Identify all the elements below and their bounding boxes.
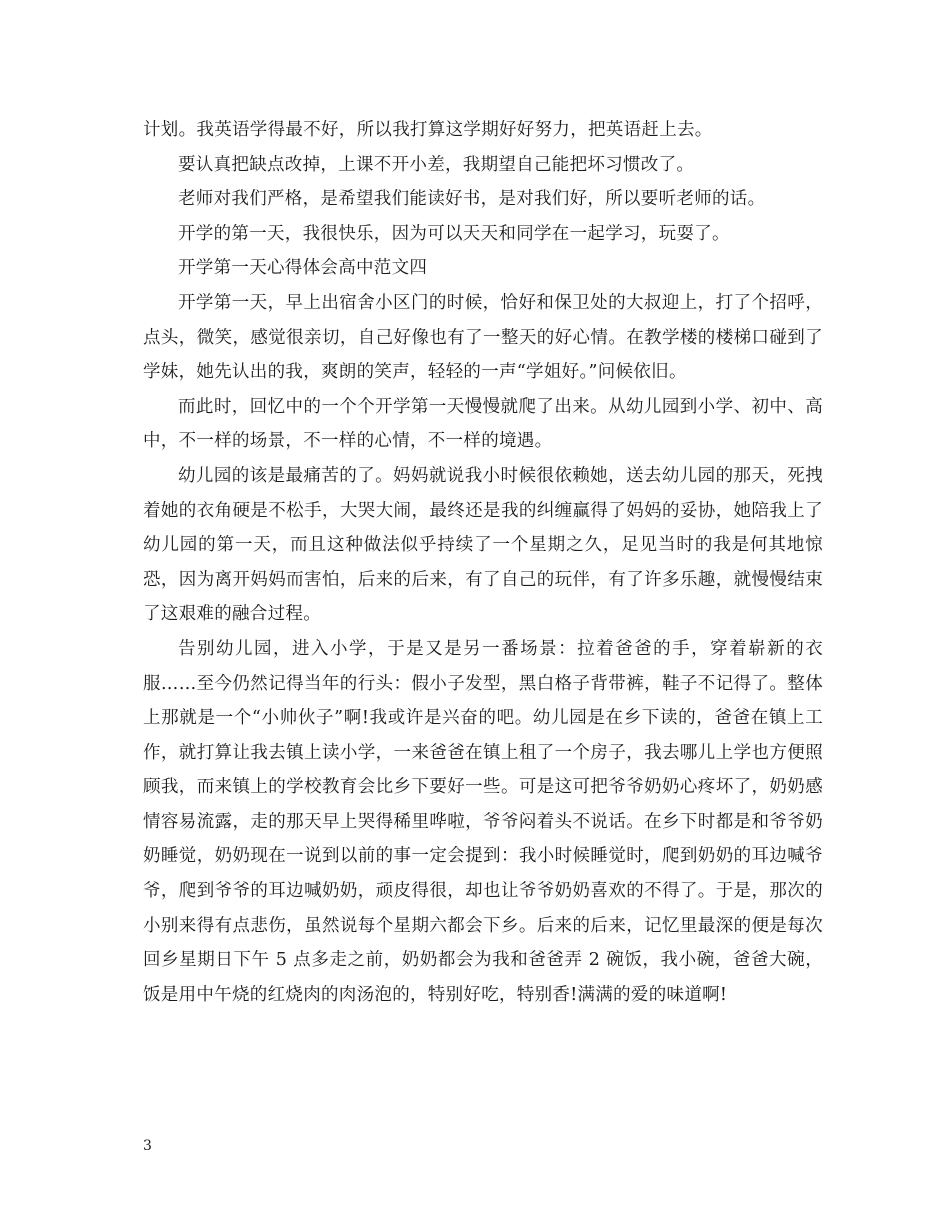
paragraph-1: 计划。我英语学得最不好，所以我打算这学期好好努力，把英语赶上去。	[143, 120, 713, 140]
paragraph-3: 老师对我们严格，是希望我们能读好书，是对我们好，所以要听老师的话。	[178, 189, 766, 210]
document-body	[143, 113, 823, 1012]
paragraph-2: 要认真把缺点改掉，上课不开小差，我期望自己能把坏习惯改了。	[178, 154, 695, 175]
paragraph-7: 而此时，回忆中的一个个开学第一天慢慢就爬了出来。从幼儿园到小学、初中、高中，不一样的场景，不一样的心情，不一样的境遇。	[143, 396, 823, 452]
paragraph-8: 幼儿园的该是最痛苦的了。妈妈就说我小时候很依赖她，送去幼儿园的那天，死拽着她的衣角硬是不松手，大哭大闹，最终还是我的纠缠赢得了妈妈的妥协，她陪我上了幼儿园的第一天，而且这种做法似乎持续了一个星期之久，足见当时的我是何其地惊恐，因为离开妈妈而害怕，后来的后来，有了自己的玩伴，有了许多乐趣，就慢慢结束了这艰难的融合过程。	[143, 465, 823, 625]
paragraph-6: 开学第一天，早上出宿舍小区门的时候，恰好和保卫处的大叔迎上，打了个招呼，点头，微笑，感觉很亲切，自己好像也有了一整天的好心情。在教学楼的楼梯口碰到了学妹，她先认出的我，爽朗的笑声，轻轻的一声“学姐好。”问候依旧。	[143, 292, 823, 383]
paragraph-9: 告别幼儿园，进入小学，于是又是另一番场景：拉着爸爸的手，穿着崭新的衣服……至今仍然记得当年的行头：假小子发型，黑白格子背带裤，鞋子不记得了。整体上那就是一个“小帅伙子”啊!我或许是兴奋的吧。幼儿园是在乡下读的，爸爸在镇上工作，就打算让我去镇上读小学，一来爸爸在镇上租了一个房子，我去哪儿上学也方便照顾我，而来镇上的学校教育会比乡下要好一些。可是这可把爷爷奶奶心疼坏了，奶奶感情容易流露，走的那天早上哭得稀里哗啦，爷爷闷着头不说话。在乡下时都是和爷爷奶奶睡觉，奶奶现在一说到以前的事一定会提到：我小时候睡觉时，爬到奶奶的耳边喊爷爷，爬到爷爷的耳边喊奶奶，顽皮得很，却也让爷爷奶奶喜欢的不得了。于是，那次的小别来得有点悲伤，虽然说每个星期六都会下乡。后来的后来，记忆里最深的便是每次回乡星期日下午 5 点多走之前，奶奶都会为我和爸爸弄 2 碗饭，我小碗，爸爸大碗，饭是用中午烧的红烧肉的肉汤泡的，特别好吃，特别香!满满的爱的味道啊!	[143, 638, 823, 1005]
paragraph-4: 开学的第一天，我很快乐，因为可以天天和同学在一起学习，玩耍了。	[178, 223, 730, 244]
section-heading: 开学第一天心得体会高中范文四	[178, 258, 428, 279]
page-number: 3	[143, 1138, 152, 1154]
